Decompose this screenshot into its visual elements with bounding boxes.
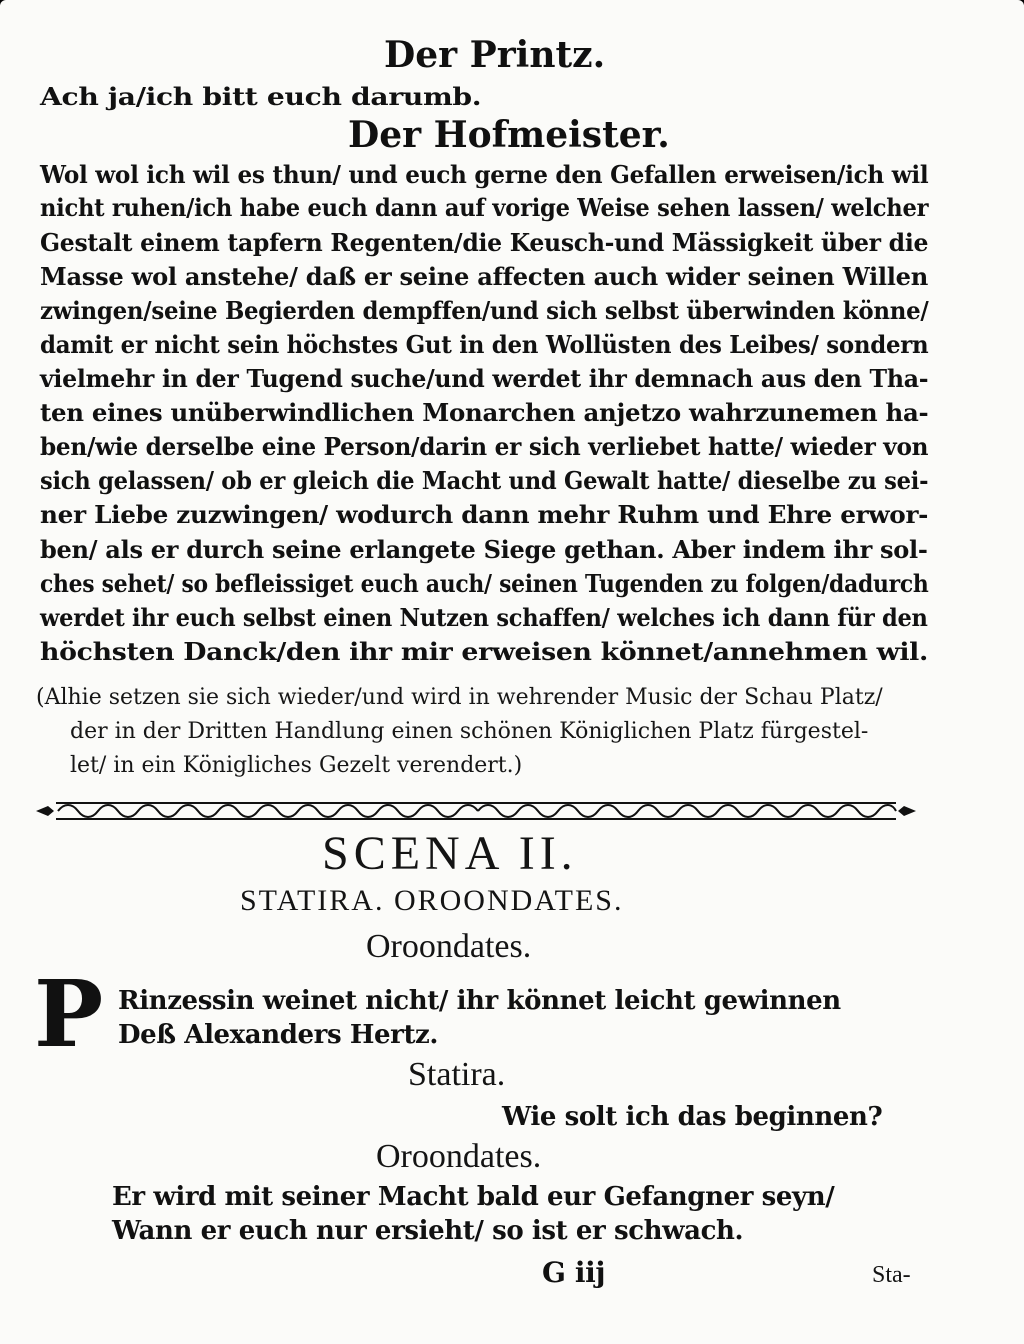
verse-line: Rinzessin weinet nicht/ ihr könnet leicht gewinnen (118, 986, 841, 1016)
verse-line: Deß Alexanders Hertz. (118, 1020, 439, 1050)
speech-line: zwingen/seine Begierden dempffen/und sich selbst überwinden könne/ (40, 296, 929, 325)
speech-line: Wol wol ich wil es thun/ und euch gerne den Gefallen erweisen/ich wil (40, 160, 929, 189)
speech-line: ches sehet/ so befleissiget euch auch/ seinen Tugenden zu folgen/dadurch (40, 569, 929, 598)
speech-line: ben/ als er durch seine erlangete Siege gethan. Aber indem ihr sol- (40, 535, 928, 564)
prince-reply: Ach ja/ich bitt euch darumb. (40, 82, 482, 111)
ornamental-rule (34, 800, 918, 822)
speech-line: vielmehr in der Tugend suche/und werdet ihr demnach aus den Tha- (40, 364, 929, 393)
speech-line: Masse wol anstehe/ daß er seine affecten auch wider seinen Willen (40, 262, 928, 291)
catchword: Sta- (872, 1262, 911, 1288)
speech-line: werdet ihr euch selbst einen Nutzen schaffen/ welches ich dann für den (40, 603, 928, 632)
speaker-oroondates-2: Oroondates. (376, 1138, 542, 1175)
verse-line: Wie solt ich das beginnen? (502, 1102, 883, 1132)
speech-line: ben/wie derselbe eine Person/darin er sich verliebet hatte/ wieder von (40, 432, 929, 461)
speech-line: nicht ruhen/ich habe euch dann auf vorige Weise sehen lassen/ welcher (40, 193, 929, 222)
scene-title: SCENA II. (322, 827, 578, 880)
speaker-tutor: Der Hofmeister. (348, 114, 670, 156)
direction-line: (Alhie setzen sie sich wieder/und wird in wehrender Music der Schau Platz/ (36, 685, 883, 710)
speech-line: sich gelassen/ ob er gleich die Macht und Gewalt hatte/ dieselbe zu sei- (40, 466, 929, 495)
drop-cap: P (34, 960, 104, 1068)
direction-line: der in der Dritten Handlung einen schönen Königlichen Platz fürgestel- (70, 719, 869, 744)
speaker-statira: Statira. (408, 1056, 506, 1093)
direction-line: let/ in ein Königliches Gezelt verendert.) (70, 753, 523, 778)
speech-line: ten eines unüberwindlichen Monarchen anjetzo wahrzunemen ha- (40, 398, 929, 427)
speech-line: ner Liebe zuzwingen/ wodurch dann mehr Ruhm und Ehre erwor- (40, 500, 929, 529)
speaker-oroondates: Oroondates. (366, 928, 532, 965)
speaker-prince: Der Printz. (384, 34, 606, 76)
verse-line: Wann er euch nur ersieht/ so ist er schwach. (112, 1216, 744, 1246)
speech-line: damit er nicht sein höchstes Gut in den Wollüsten des Leibes/ sondern (40, 330, 929, 359)
speech-line: Gestalt einem tapfern Regenten/die Keusch-und Mässigkeit über die (40, 228, 929, 257)
signature-mark: G iij (542, 1256, 606, 1289)
verse-line: Er wird mit seiner Macht bald eur Gefangner seyn/ (112, 1182, 835, 1212)
speech-line: höchsten Danck/den ihr mir erweisen könnet/annehmen wil. (40, 637, 929, 666)
scene-cast: STATIRA. OROONDATES. (240, 884, 624, 917)
